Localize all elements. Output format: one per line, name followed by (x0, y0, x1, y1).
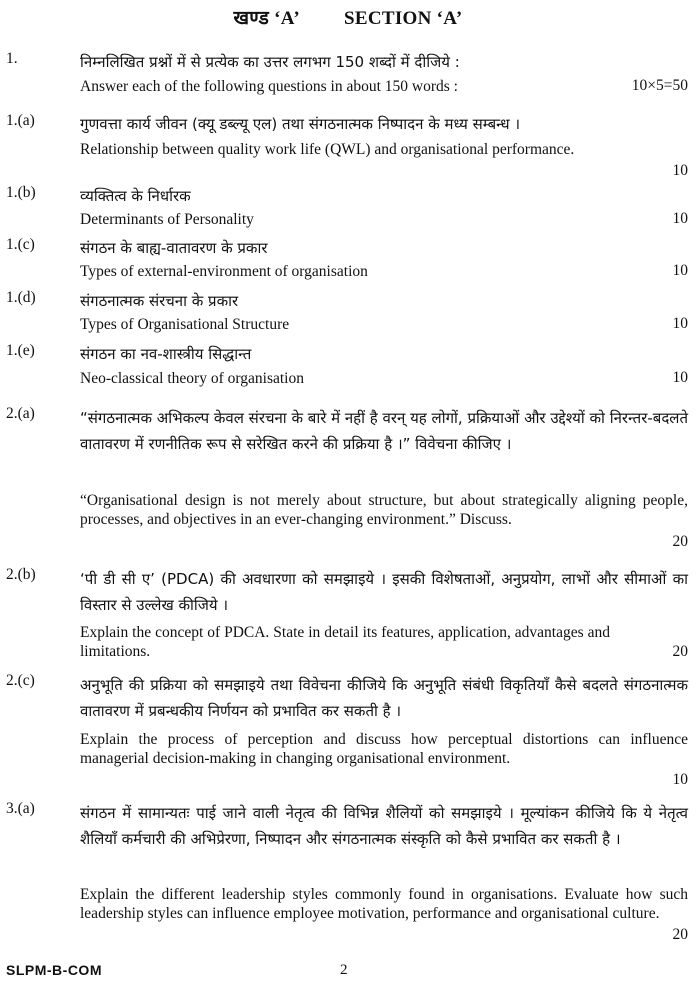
question-hindi: संगठन का नव-शास्त्रीय सिद्धान्त (80, 345, 252, 363)
section-heading-english: SECTION ‘A’ (344, 8, 463, 29)
question-marks: 10 (672, 369, 688, 386)
question-marks: 10 (672, 771, 688, 788)
question-hindi: निम्नलिखित प्रश्नों में से प्रत्येक का उत्तर लगभग 150 शब्दों में दीजिये : (80, 53, 460, 71)
question-number: 1.(d) (6, 289, 36, 306)
question-number: 1.(c) (6, 236, 35, 253)
question-english: Types of Organisational Structure (80, 316, 290, 333)
question-marks: 20 (672, 643, 688, 660)
question-number: 1.(e) (6, 342, 35, 359)
question-marks: 10 (672, 162, 688, 179)
question-marks: 10 (672, 315, 688, 332)
question-hindi: ‘पी डी सी ए’ (PDCA) की अवधारणा को समझाइये । इसकी विशेषताओं, अनुप्रयोग, लाभों और सीमाओं का विस्तार से उल्लेख कीजिये । (80, 570, 688, 614)
question-english: Neo-classical theory of organisation (80, 370, 304, 387)
section-heading-hindi: खण्ड ‘A’ (233, 8, 300, 29)
question-english: Relationship between quality work life (QWL) and organisational performance. (80, 141, 575, 158)
section-heading (0, 4, 696, 30)
question-english: Explain the process of perception and discuss how perceptual distortions can influence managerial decision-making in changing organisational environment. (80, 731, 688, 767)
question-marks: 10×5=50 (631, 77, 688, 94)
question-hindi: संगठन में सामान्यतः पाई जाने वाली नेतृत्व की विभिन्न शैलियों को समझाइये । मूल्यांकन कीजिये कि ये नेतृत्व शैलियाँ कर्मचारी की अभिप्रेरणा, निष्पादन और संगठनात्मक संस्कृति को कैसे प्रभावित कर सकती है । (80, 804, 688, 848)
question-number: 2.(c) (6, 672, 35, 689)
question-hindi: व्यक्तित्व के निर्धारक (80, 187, 191, 205)
question-hindi: संगठनात्मक संरचना के प्रकार (80, 292, 239, 310)
question-english: Determinants of Personality (80, 211, 254, 228)
question-english: Answer each of the following questions in about 150 words : (80, 78, 458, 95)
question-english: “Organisational design is not merely about structure, but about strategically aligning people, processes, and objectives in an ever-changing environment.” Discuss. (80, 492, 688, 528)
question-hindi: गुणवत्ता कार्य जीवन (क्यू डब्ल्यू एल) तथा संगठनात्मक निष्पादन के मध्य सम्बन्ध । (80, 115, 521, 133)
question-hindi: अनुभूति की प्रक्रिया को समझाइये तथा विवेचना कीजिये कि अनुभूति संबंधी विकृतियाँ कैसे बदलते संगठनात्मक वातावरण में प्रबन्धकीय निर्णयन को प्रभावित कर सकती है । (80, 676, 688, 720)
question-number: 1. (6, 50, 18, 67)
question-marks: 10 (672, 210, 688, 227)
question-english: Explain the concept of PDCA. State in detail its features, application, advantages and limitations. (80, 624, 610, 660)
question-number: 1.(a) (6, 112, 35, 129)
paper-code: SLPM-B-COM (6, 962, 102, 978)
question-marks: 10 (672, 262, 688, 279)
question-english: Explain the different leadership styles commonly found in organisations. Evaluate how such leadership styles can influence employee motivation, performance and organisational culture. (80, 886, 688, 922)
question-marks: 20 (672, 926, 688, 943)
question-english: Types of external-environment of organisation (80, 263, 368, 280)
question-number: 2.(a) (6, 405, 35, 422)
question-number: 2.(b) (6, 566, 36, 583)
question-number: 3.(a) (6, 800, 35, 817)
question-marks: 20 (672, 533, 688, 550)
question-hindi: “संगठनात्मक अभिकल्प केवल संरचना के बारे में नहीं है वरन् यह लोगों, प्रक्रियाओं और उद्देश्यों को निरन्तर-बदलते वातावरण में रणनीतिक रूप से सरेखित करने की प्रक्रिया है ।” विवेचना कीजिए । (80, 409, 689, 453)
question-hindi: संगठन के बाह्य-वातावरण के प्रकार (80, 239, 268, 257)
page-number: 2 (340, 962, 348, 978)
question-number: 1.(b) (6, 184, 36, 201)
